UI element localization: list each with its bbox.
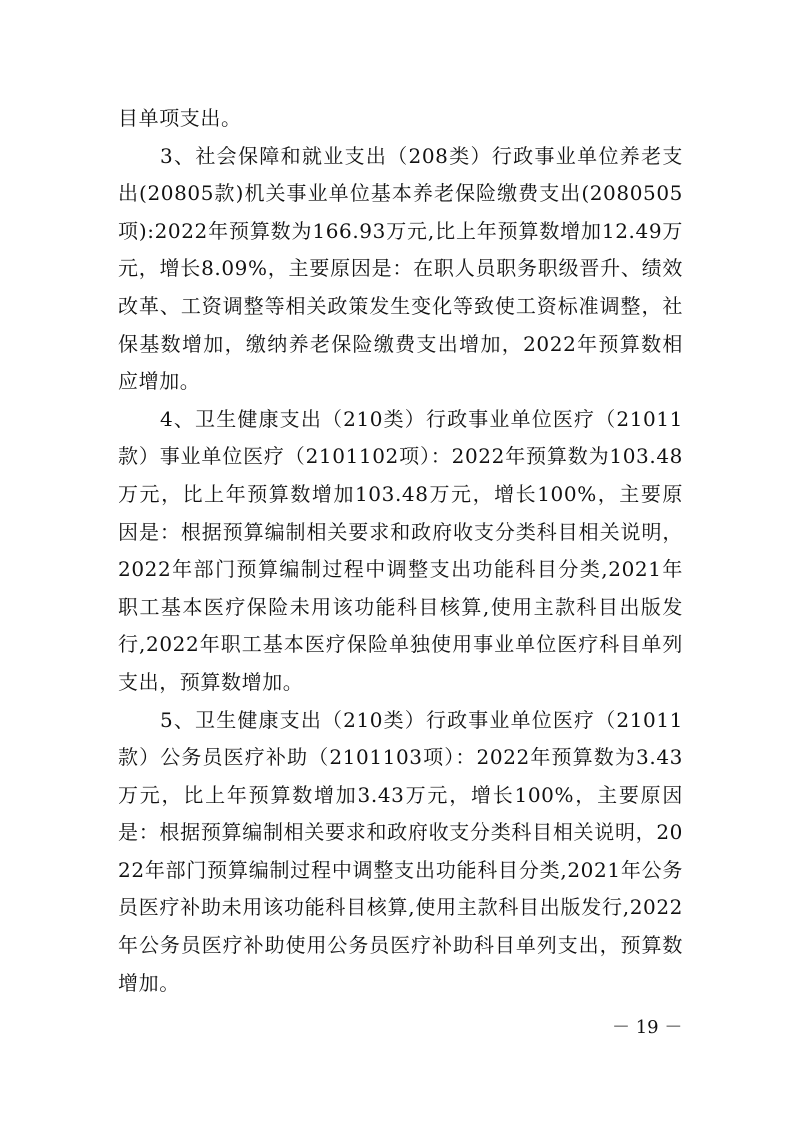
- page-number: － 19 －: [612, 1017, 683, 1038]
- paragraph-civil-servant-medical: 5、卫生健康支出（210类）行政事业单位医疗（21011款）公务员医疗补助（2101103项）：2022年预算数为3.43万元，比上年预算数增加3.43万元，增长100%，主要原因是：根据预算编制相关要求和政府收支分类科目相关说明，2022年部门预算编制过程中调整支出功能科目分类,2021年公务员医疗补助未用该功能科目核算,使用主款科目出版发行,2022年公务员医疗补助使用公务员医疗补助科目单列支出，预算数增加。: [118, 707, 683, 995]
- paragraph-institution-medical: 4、卫生健康支出（210类）行政事业单位医疗（21011款）事业单位医疗（2101102项）：2022年预算数为103.48万元，比上年预算数增加103.48万元，增长100%，主要原因是：根据预算编制相关要求和政府收支分类科目相关说明，2022年部门预算编制过程中调整支出功能科目分类,2021年职工基本医疗保险未用该功能科目核算,使用主款科目出版发行,2022年职工基本医疗保险单独使用事业单位医疗科目单列支出，预算数增加。: [118, 406, 683, 694]
- paragraph-social-security: 3、社会保障和就业支出（208类）行政事业单位养老支出(20805款)机关事业单位基本养老保险缴费支出(2080505项):2022年预算数为166.93万元,比上年预算数增加12.49万元，增长8.09%，主要原因是：在职人员职务职级晋升、绩效改革、工资调整等相关政策发生变化等致使工资标准调整，社保基数增加，缴纳养老保险缴费支出增加，2022年预算数相应增加。: [118, 143, 683, 394]
- paragraph-continuation: 目单项支出。: [118, 106, 242, 130]
- document-body: [118, 100, 683, 1002]
